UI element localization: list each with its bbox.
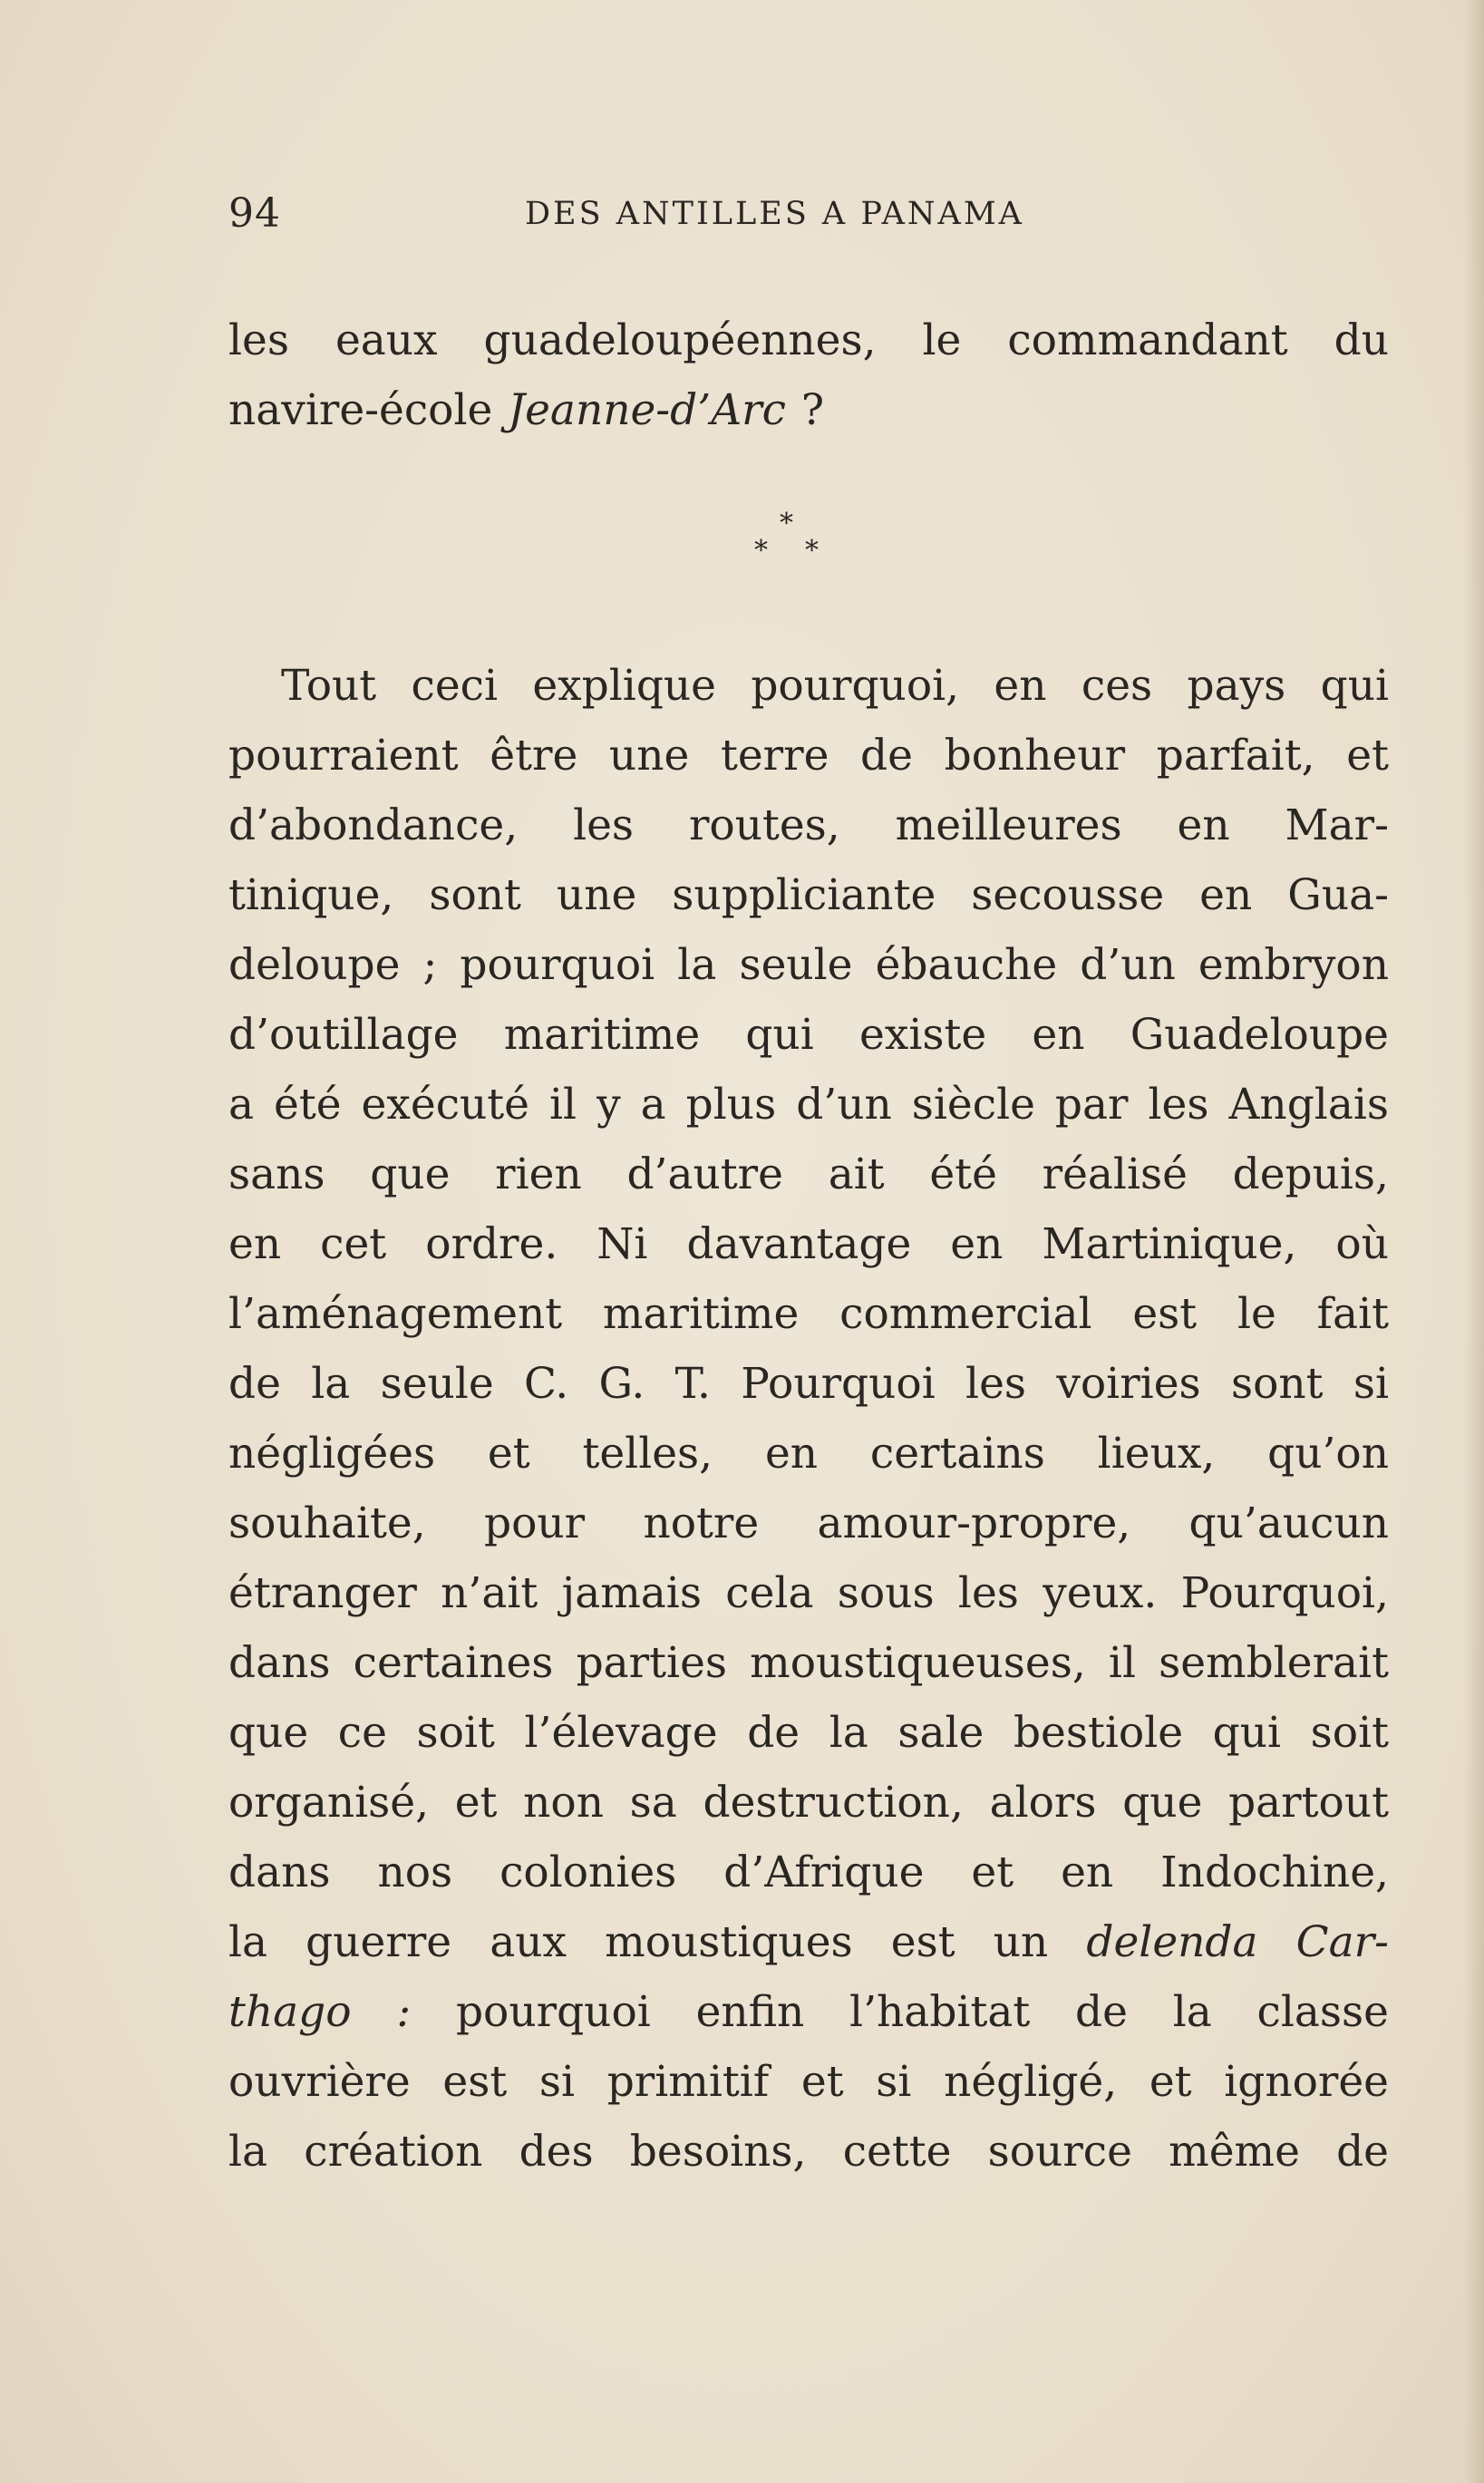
text-line: étranger n’ait jamais cela sous les yeux. Pourquoi,: [228, 1568, 1389, 1618]
paragraph-main: [228, 651, 1389, 2187]
page-edge-shadow: [1464, 0, 1484, 2483]
text-line: d’abondance, les routes, meilleures en Mar-: [228, 800, 1389, 850]
text-line: la création des besoins, cette source même de: [228, 2127, 1389, 2177]
text-line: souhaite, pour notre amour-propre, qu’aucun: [228, 1499, 1389, 1548]
text-line: de la seule C. G. T. Pourquoi les voiries sont si: [228, 1359, 1389, 1409]
ship-name: Jeanne-d’Arc: [508, 385, 786, 435]
text-line: [228, 1907, 1389, 1977]
text-line: sans que rien d’autre ait été réalisé depuis,: [228, 1149, 1389, 1199]
text-line: organisé, et non sa destruction, alors que partout: [228, 1778, 1389, 1828]
asterisk-ornament: *: [754, 535, 768, 567]
text-line: ouvrière est si primitif et si négligé, et ignorée: [228, 2057, 1389, 2107]
text-line: pourraient être une terre de bonheur parfait, et: [228, 731, 1389, 781]
text-line: Tout ceci explique pourquoi, en ces pays qui: [281, 661, 1389, 711]
asterisk-ornament: *: [805, 535, 819, 567]
text-line: dans nos colonies d’Afrique et en Indochine,: [228, 1848, 1389, 1897]
text-line: dans certaines parties moustiqueuses, il semblerait: [228, 1638, 1389, 1688]
text-line: [228, 375, 1389, 445]
page-header: [228, 190, 1389, 245]
text-fragment: ?: [785, 385, 825, 435]
text-line: l’aménagement maritime commercial est le fait: [228, 1289, 1389, 1339]
section-asterism: [743, 508, 834, 589]
paragraph-continued: [228, 306, 1389, 445]
text-line: deloupe ; pourquoi la seule ébauche d’un embryon: [228, 940, 1389, 990]
latin-phrase: thago :: [228, 1987, 412, 2037]
asterisk-ornament: *: [780, 508, 793, 539]
text-fragment: pourquoi enfin l’habitat de la classe: [411, 1987, 1389, 2037]
text-fragment: navire-école: [228, 385, 509, 435]
text-line: que ce soit l’élevage de la sale bestiole qui soit: [228, 1708, 1389, 1758]
text-line: négligées et telles, en certains lieux, qu’on: [228, 1429, 1389, 1479]
text-line: les eaux guadeloupéennes, le commandant du: [228, 315, 1389, 365]
text-line: en cet ordre. Ni davantage en Martinique, où: [228, 1219, 1389, 1269]
running-head: DES ANTILLES A PANAMA: [525, 196, 1024, 232]
text-line: d’outillage maritime qui existe en Guadeloupe: [228, 1010, 1389, 1060]
text-fragment: la guerre aux moustiques est un: [228, 1917, 1087, 1967]
text-line: a été exécuté il y a plus d’un siècle par les Anglais: [228, 1080, 1389, 1130]
page-number: 94: [228, 190, 281, 237]
latin-phrase: delenda Car-: [1086, 1917, 1389, 1967]
text-line: tinique, sont une suppliciante secousse en Gua-: [228, 870, 1389, 920]
text-line: [228, 1977, 1389, 2047]
